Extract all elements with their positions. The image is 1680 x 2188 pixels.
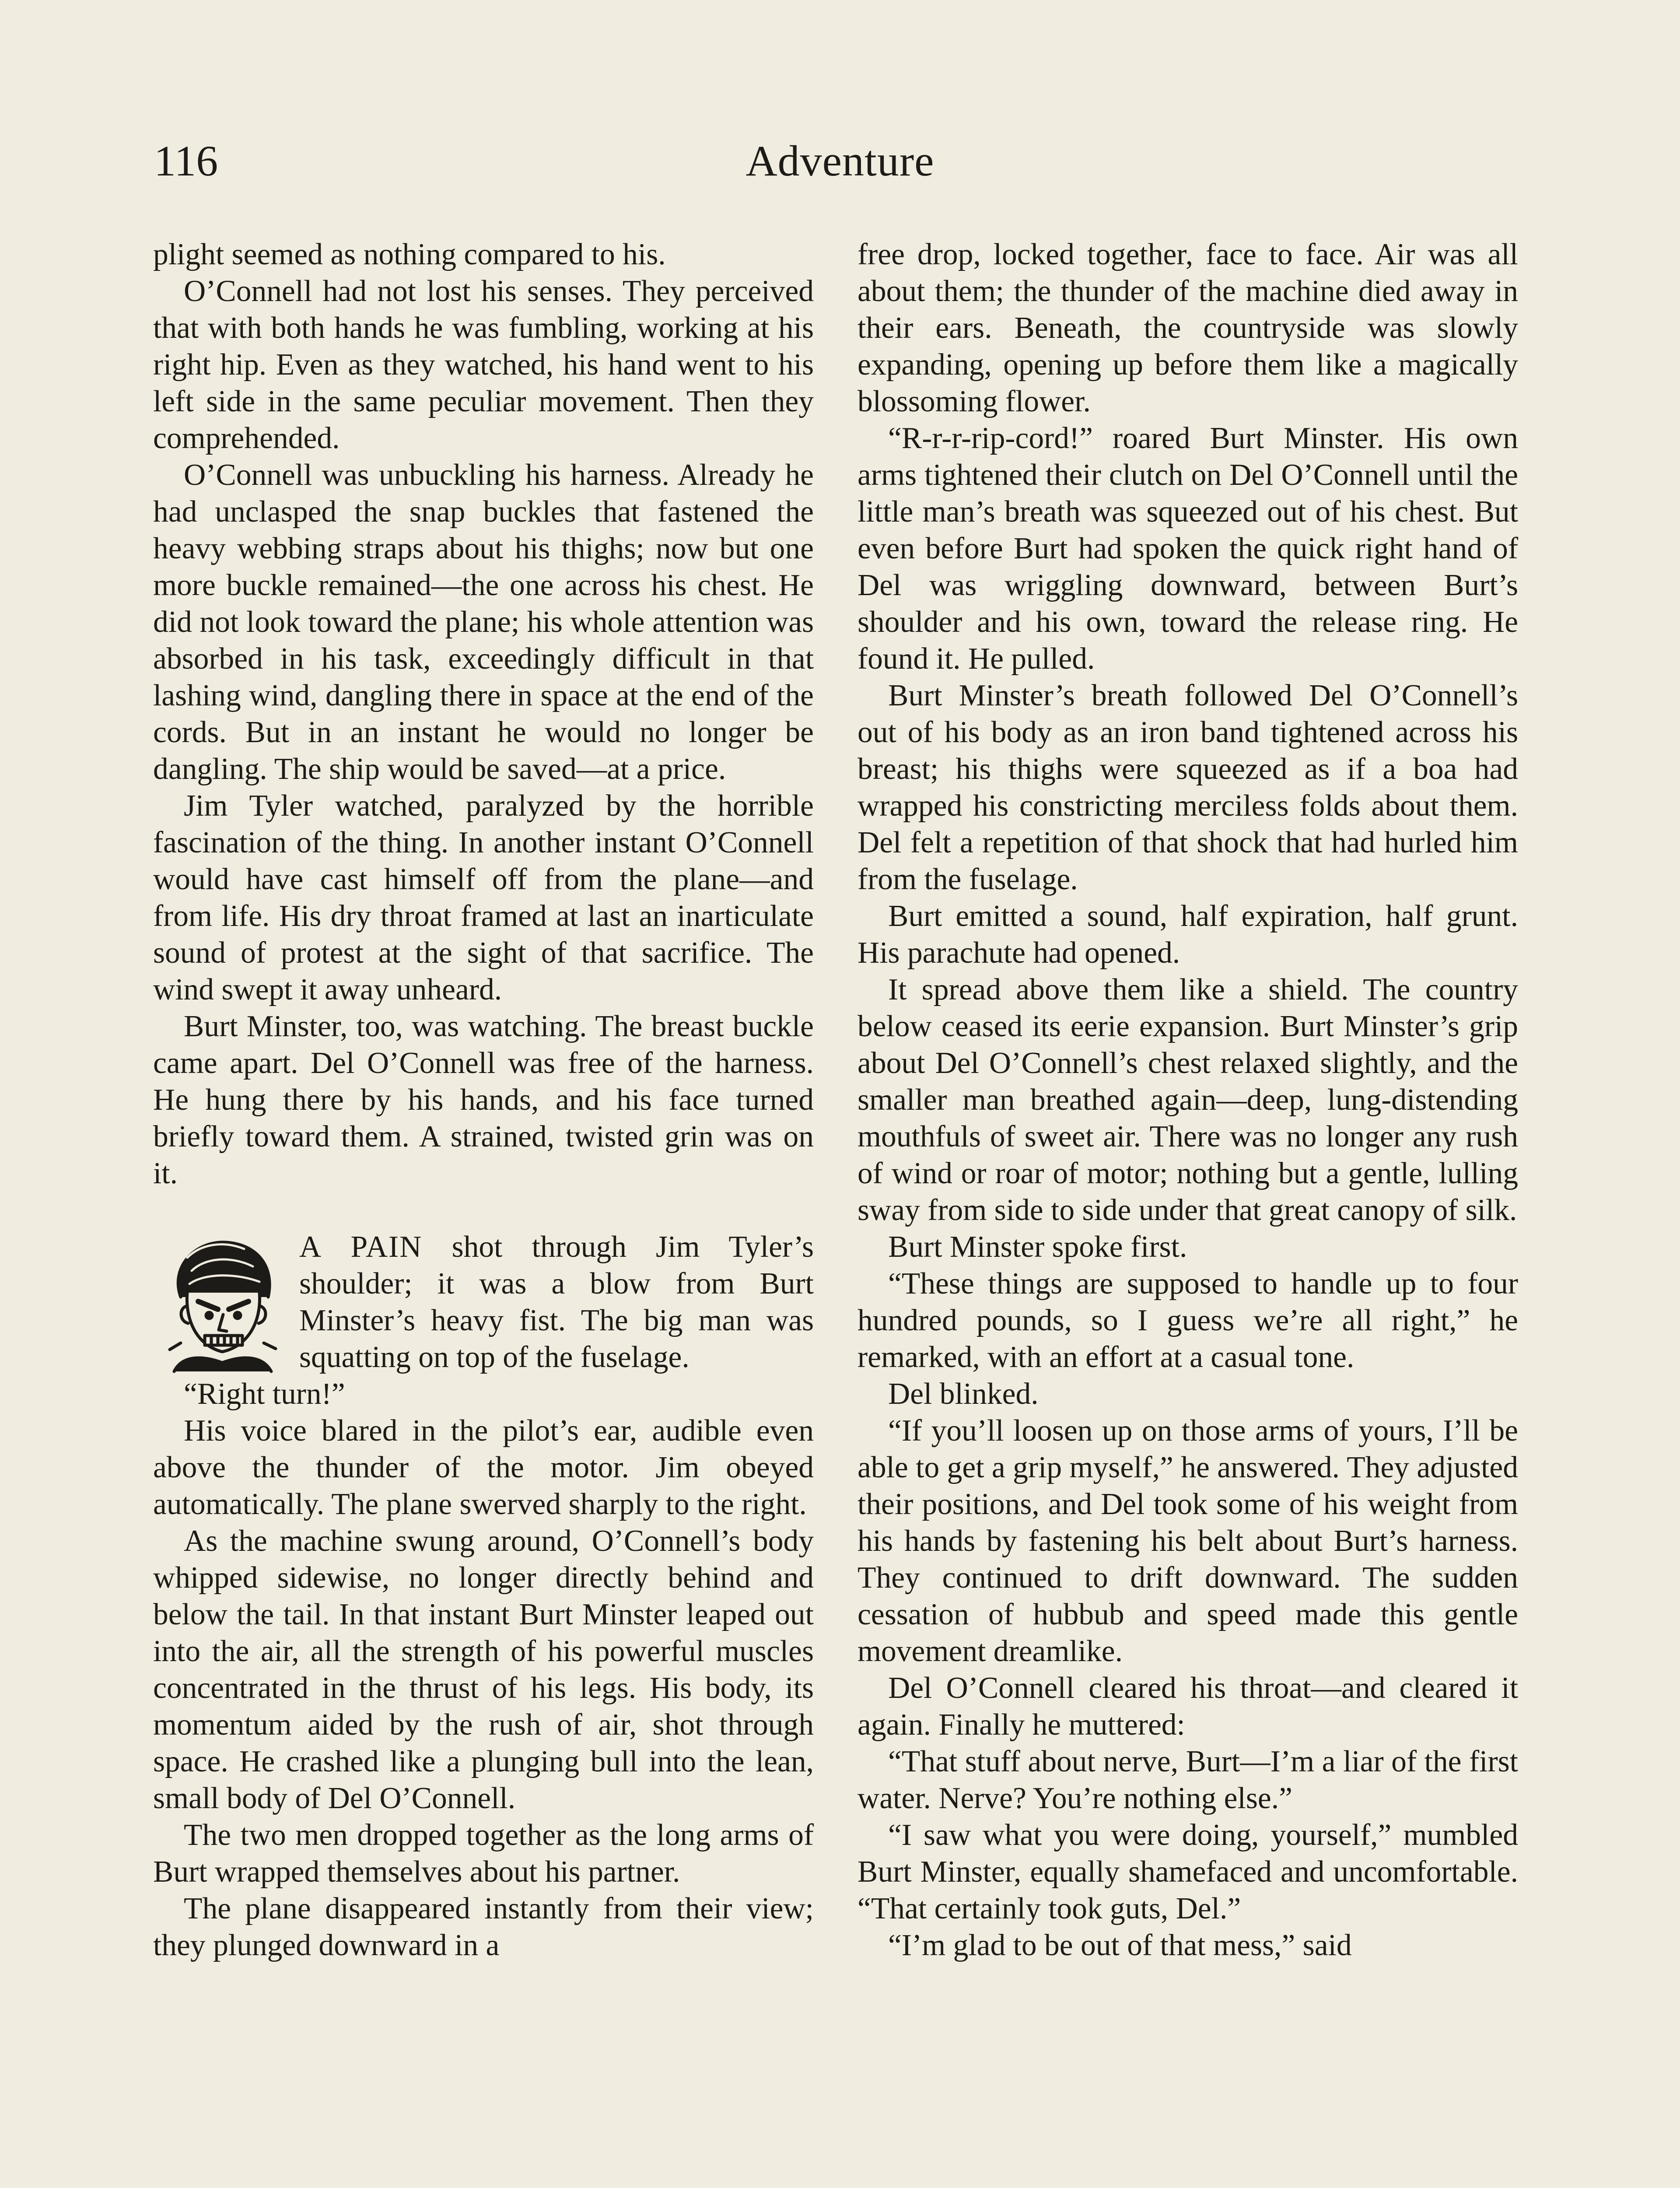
section-opening-text: shot through Jim Tyler’s shoulder; it was a blow from Burt Minster’s heavy fist. The big man was squatting on top of the fuselage. — [299, 1230, 814, 1374]
paragraph: “Right turn!” — [184, 1377, 345, 1411]
paragraph: “These things are supposed to handle up to four hundred pounds, so I guess we’re all right,” he remarked, with an effort at a casual tone. — [858, 1267, 1518, 1374]
running-head-title: Adventure — [746, 137, 934, 185]
paragraph: The two men dropped together as the long arms of Burt wrapped themselves about his partner. — [153, 1818, 814, 1889]
paragraph: Del O’Connell cleared his throat—and cleared it again. Finally he muttered: — [858, 1671, 1518, 1742]
paragraph: The plane disappeared instantly from their view; they plunged downward in a — [153, 1892, 814, 1962]
paragraph: free drop, locked together, face to face. Air was all about them; the thunder of the machine died away in their ears. Beneath, the countryside was slowly expanding, opening up before them like a magically blossoming flower. — [858, 238, 1518, 418]
section-opening-paragraph — [153, 1229, 814, 1376]
page-number: 116 — [154, 137, 218, 185]
paragraph: Jim Tyler watched, paralyzed by the horrible fascination of the thing. In another instant O’Connell would have cast himself off from the plane—and from life. His dry throat framed at last an inarticulate sound of protest at the sight of that sacrifice. The wind swept it away unheard. — [153, 789, 814, 1006]
section-break — [153, 1192, 814, 1229]
paragraph: “If you’ll loosen up on those arms of yours, I’ll be able to get a grip myself,” he answered. They adjusted their positions, and Del took some of his weight from his hands by fastening his belt about Burt’s harness. They continued to drift downward. The sudden cessation of hubbub and speed made this gentle movement dreamlike. — [858, 1414, 1518, 1668]
paragraph: As the machine swung around, O’Connell’s body whipped sidewise, no longer directly behind and below the tail. In that instant Burt Minster leaped out into the air, all the strength of his powerful muscles concentrated in the thrust of his legs. His body, its momentum aided by the rush of air, shot through space. He crashed like a plunging bull into the lean, small body of Del O’Connell. — [153, 1524, 814, 1815]
paragraph: O’Connell had not lost his senses. They perceived that with both hands he was fumbling, working at his right hip. Even as they watched, his hand went to his left side in the same peculiar movement. Then they comprehended. — [153, 274, 814, 455]
paragraph: Burt Minster spoke first. — [888, 1230, 1187, 1264]
paragraph: His voice blared in the pilot’s ear, audible even above the thunder of the motor. Jim obeyed automatically. The plane swerved sharply to the right. — [153, 1414, 814, 1521]
paragraph: Burt Minster’s breath followed Del O’Connell’s out of his body as an iron band tightened across his breast; his thighs were squeezed as if a boa had wrapped his constricting merciless folds about them. Del felt a repetition of that shock that had hurled him from the fuselage. — [858, 679, 1518, 896]
paragraph: O’Connell was unbuckling his harness. Already he had unclasped the snap buckles that fastened the heavy webbing straps about his thighs; now but one more buckle remained—the one across his chest. He did not look toward the plane; his whole attention was absorbed in his task, exceedingly difficult in that lashing wind, dangling there in space at the end of the cords. But in an instant he would no longer be dangling. The ship would be saved—at a price. — [153, 458, 814, 786]
paragraph: “I saw what you were doing, yourself,” mumbled Burt Minster, equally shamefaced and uncomfortable. “That certainly took guts, Del.” — [858, 1818, 1518, 1925]
paragraph: “I’m glad to be out of that mess,” said — [888, 1929, 1352, 1962]
paragraph: Burt emitted a sound, half expiration, half grunt. His parachute had opened. — [858, 899, 1518, 970]
right-text-column — [858, 236, 1518, 1964]
paragraph: It spread above them like a shield. The country below ceased its eerie expansion. Burt Minster’s grip about Del O’Connell’s chest relaxed slightly, and the smaller man breathed again—deep, lung-distending mouthfuls of sweet air. There was no longer any rush of wind or roar of motor; nothing but a gentle, lulling sway from side to side under that great canopy of silk. — [858, 973, 1518, 1227]
paragraph: plight seemed as nothing compared to his. — [153, 238, 666, 271]
paragraph: Del blinked. — [888, 1377, 1039, 1411]
paragraph: Burt Minster, too, was watching. The breast buckle came apart. Del O’Connell was free of the harness. He hung there by his hands, and his face turned briefly toward them. A strained, twisted grin was on it. — [153, 1010, 814, 1190]
paragraph: “That stuff about nerve, Burt—I’m a liar of the first water. Nerve? You’re nothing else.” — [858, 1745, 1518, 1815]
left-text-column — [153, 236, 814, 1964]
paragraph: “R-r-r-rip-cord!” roared Burt Minster. His own arms tightened their clutch on Del O’Connell until the little man’s breath was squeezed out of his chest. But even before Burt had spoken the quick right hand of Del was wriggling downward, between Burt’s shoulder and his own, toward the release ring. He found it. He pulled. — [858, 421, 1518, 676]
section-lead-in: A PAIN — [299, 1230, 423, 1264]
character-portrait-illustration — [157, 1231, 288, 1376]
